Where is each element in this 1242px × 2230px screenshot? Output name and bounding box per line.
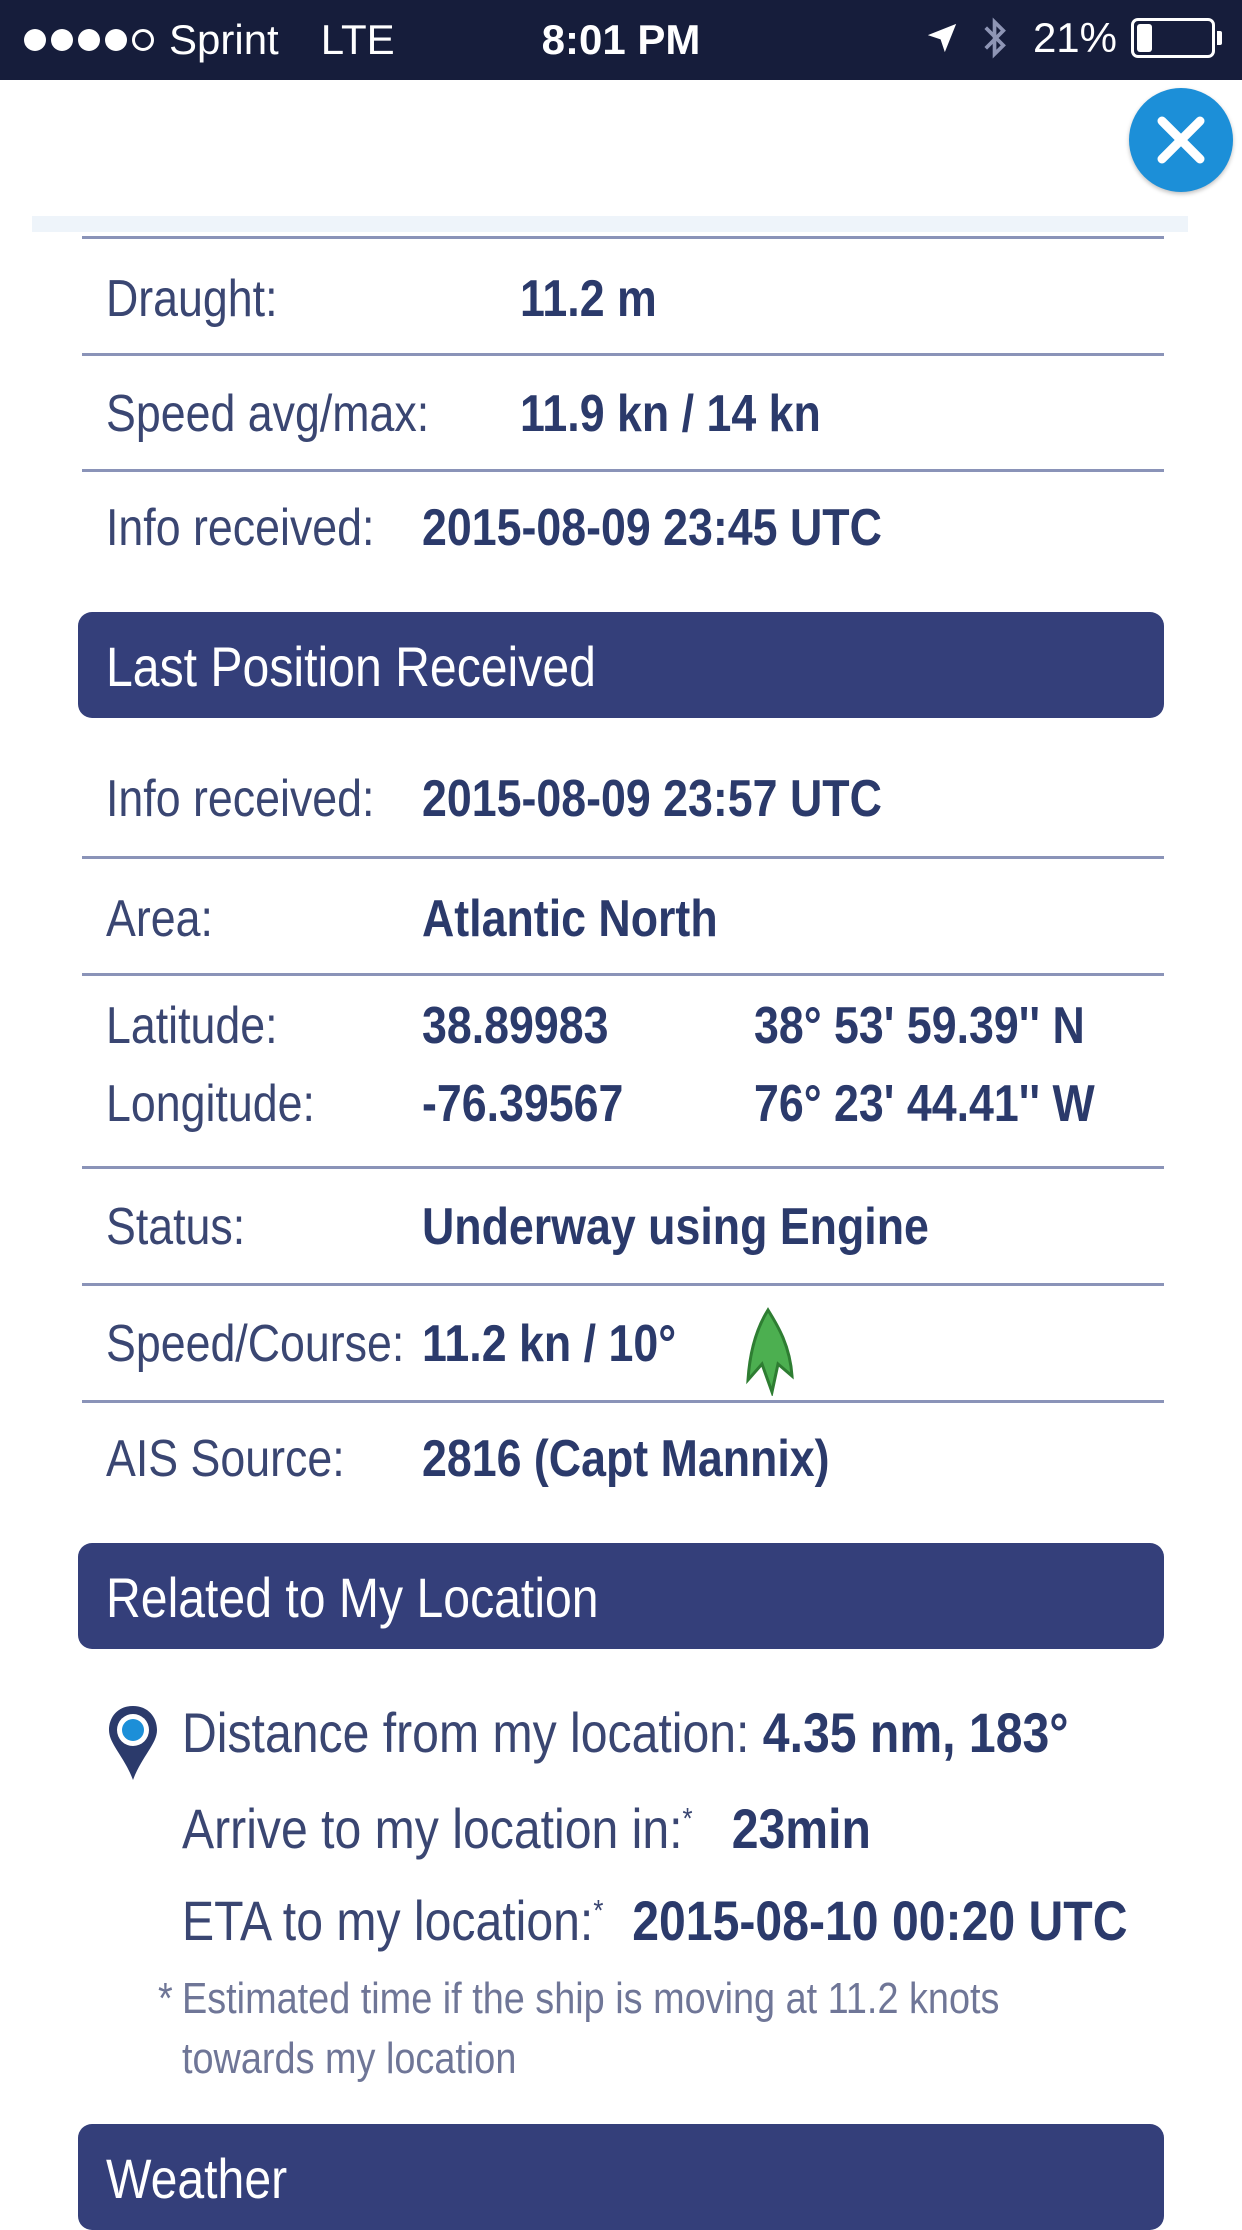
area-row bbox=[82, 859, 1164, 976]
eta-line bbox=[182, 1888, 1128, 1953]
close-icon bbox=[1154, 113, 1208, 167]
longitude-dms: 76° 23' 44.41'' W bbox=[754, 1075, 1095, 1133]
scroll-edge bbox=[32, 216, 1188, 232]
draught-value: 11.2 m bbox=[520, 270, 657, 328]
longitude-label: Longitude: bbox=[106, 1075, 315, 1133]
distance-line bbox=[182, 1700, 1069, 1765]
status-row bbox=[82, 1169, 1164, 1286]
map-pin-icon bbox=[106, 1704, 160, 1782]
signal-strength-icon bbox=[24, 29, 159, 51]
arrive-asterisk: * bbox=[682, 1802, 693, 1836]
arrive-value: 23min bbox=[731, 1797, 871, 1860]
battery-percentage: 21% bbox=[1032, 14, 1117, 61]
ais-source-value: 2816 (Capt Mannix) bbox=[422, 1430, 830, 1488]
eta-asterisk: * bbox=[593, 1894, 604, 1928]
area-label: Area: bbox=[106, 890, 213, 948]
status-value: Underway using Engine bbox=[422, 1198, 929, 1256]
weather-header: Weather bbox=[78, 2124, 1164, 2230]
ais-source-label: AIS Source: bbox=[106, 1430, 345, 1488]
ship-icon bbox=[742, 1306, 798, 1396]
info-received-row bbox=[82, 472, 1164, 582]
estimate-note-line2: towards my location bbox=[182, 2034, 517, 2083]
latitude-dms: 38° 53' 59.39'' N bbox=[754, 997, 1085, 1055]
latitude-decimal: 38.89983 bbox=[422, 997, 609, 1055]
draught-label: Draught: bbox=[106, 270, 278, 328]
speed-course-label: Speed/Course: bbox=[106, 1315, 405, 1373]
coordinates-row bbox=[82, 976, 1164, 1169]
estimate-note-line1: Estimated time if the ship is moving at 11.2 knots bbox=[182, 1974, 1000, 2023]
position-info-received-value: 2015-08-09 23:57 UTC bbox=[422, 770, 882, 828]
battery-icon bbox=[1131, 18, 1215, 58]
info-received-value: 2015-08-09 23:45 UTC bbox=[422, 499, 882, 557]
speed-avg-max-value: 11.9 kn / 14 kn bbox=[520, 385, 821, 443]
speed-course-row bbox=[82, 1286, 1164, 1403]
network-type: LTE bbox=[320, 16, 395, 63]
status-label: Status: bbox=[106, 1198, 246, 1256]
ais-source-row bbox=[82, 1403, 1164, 1513]
eta-label: ETA to my location: bbox=[182, 1889, 594, 1952]
status-bar bbox=[0, 0, 1242, 80]
location-arrow-icon bbox=[925, 21, 959, 55]
carrier-name: Sprint bbox=[169, 16, 279, 63]
close-button[interactable] bbox=[1129, 88, 1233, 192]
arrive-line bbox=[182, 1796, 871, 1861]
last-position-header: Last Position Received bbox=[78, 612, 1164, 718]
clock: 8:01 PM bbox=[541, 16, 701, 63]
position-info-received-label: Info received: bbox=[106, 770, 375, 828]
info-received-label: Info received: bbox=[106, 499, 375, 557]
related-location-header: Related to My Location bbox=[78, 1543, 1164, 1649]
bluetooth-icon bbox=[981, 16, 1011, 60]
draught-row bbox=[82, 239, 1164, 356]
note-asterisk: * bbox=[158, 1974, 173, 2023]
eta-value: 2015-08-10 00:20 UTC bbox=[632, 1889, 1128, 1952]
speed-avg-max-row bbox=[82, 356, 1164, 472]
area-value: Atlantic North bbox=[422, 890, 718, 948]
distance-label: Distance from my location: bbox=[182, 1701, 750, 1764]
speed-course-value: 11.2 kn / 10° bbox=[422, 1315, 677, 1373]
position-info-received-row bbox=[82, 735, 1164, 859]
arrive-label: Arrive to my location in: bbox=[182, 1797, 683, 1860]
longitude-decimal: -76.39567 bbox=[422, 1075, 624, 1133]
speed-avg-max-label: Speed avg/max: bbox=[106, 385, 430, 443]
distance-value: 4.35 nm, 183° bbox=[762, 1701, 1069, 1764]
latitude-label: Latitude: bbox=[106, 997, 278, 1055]
